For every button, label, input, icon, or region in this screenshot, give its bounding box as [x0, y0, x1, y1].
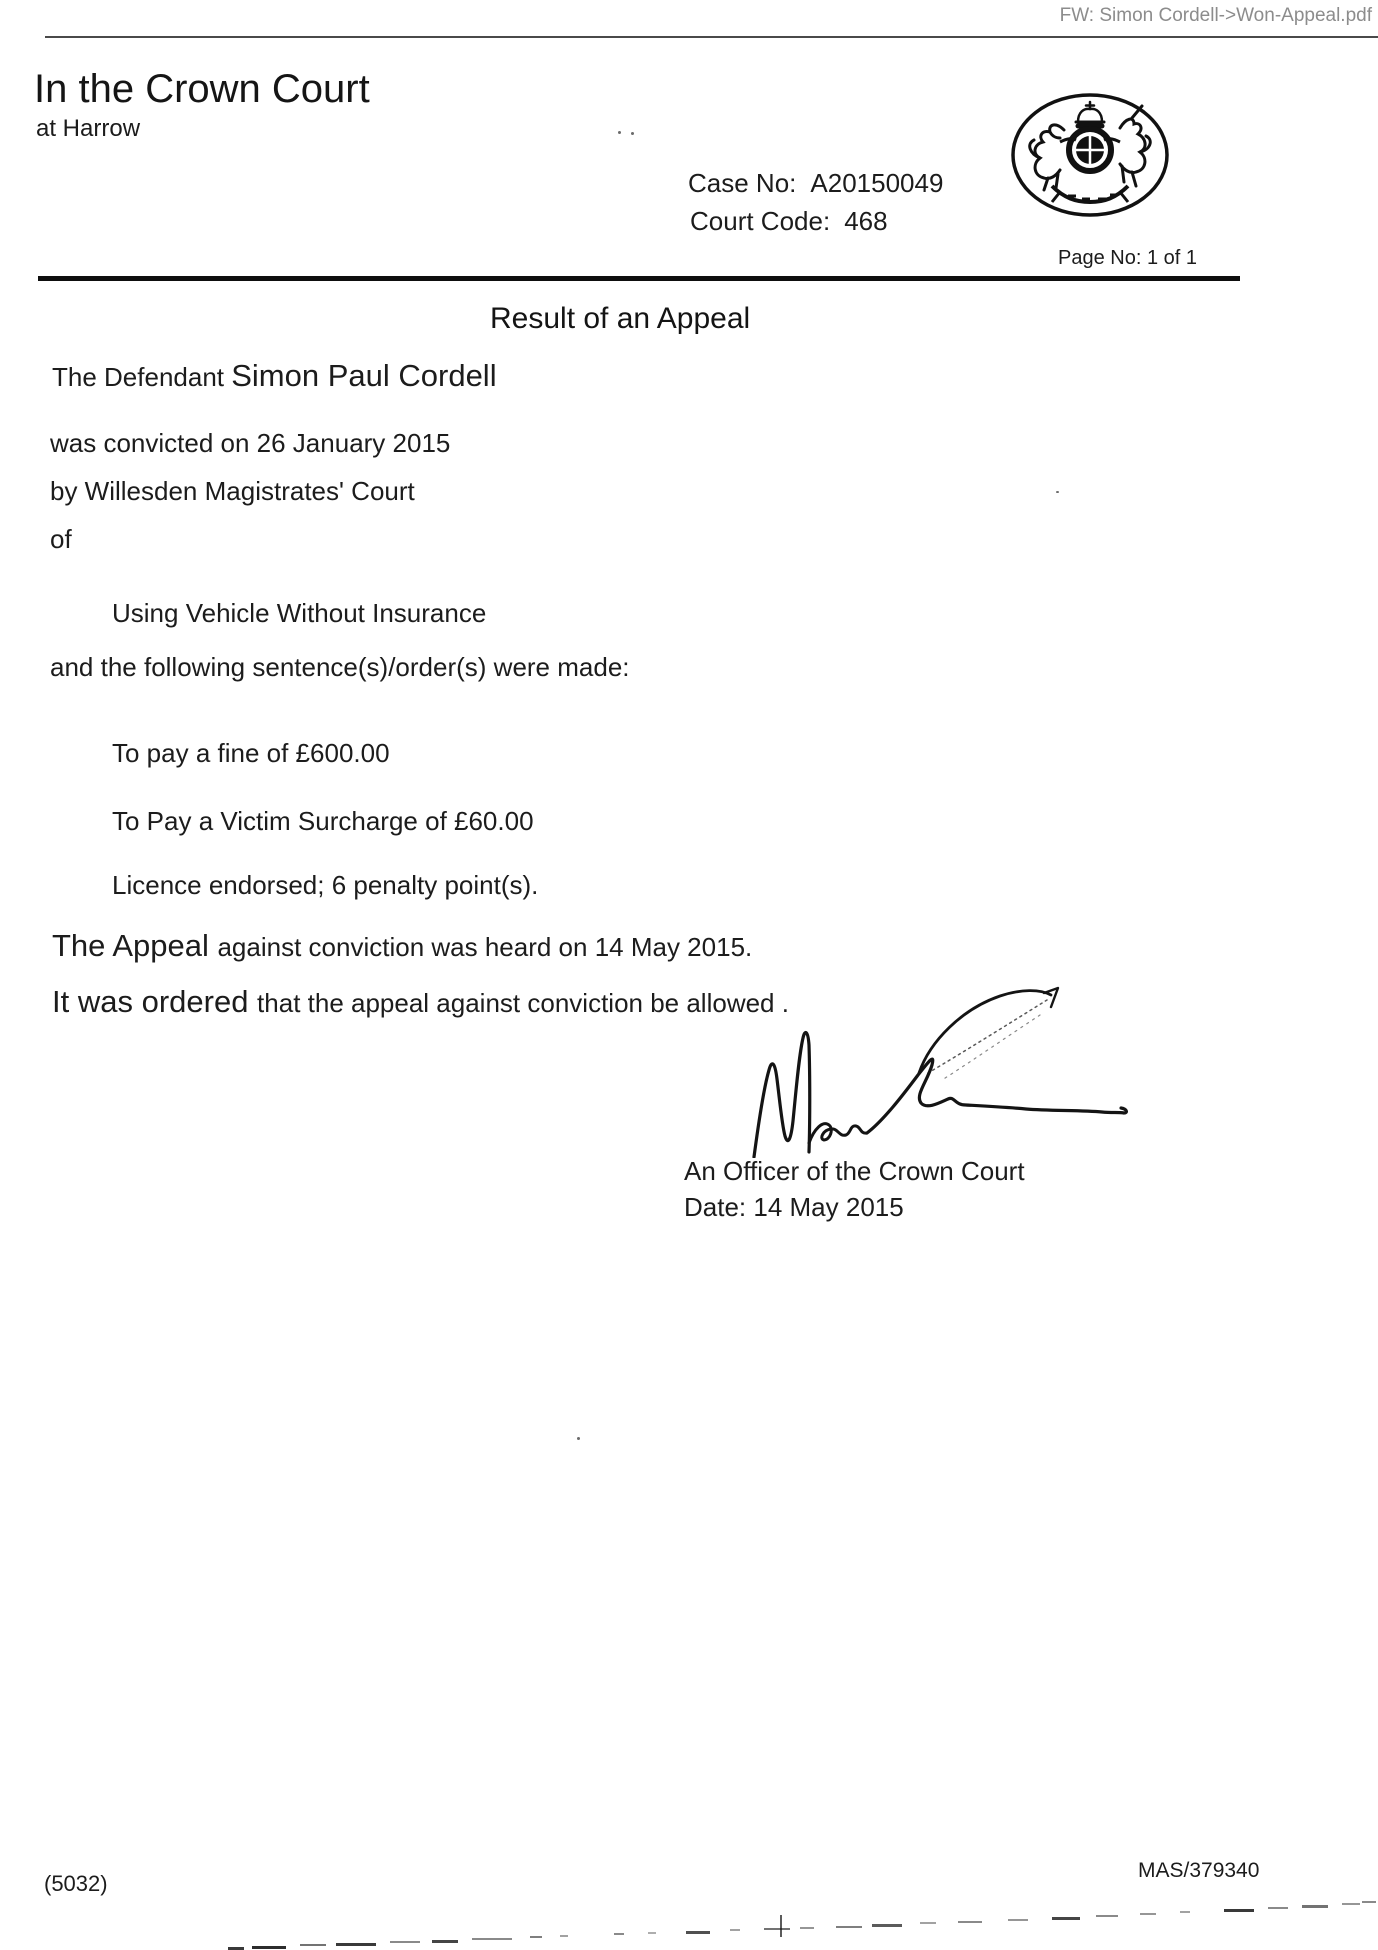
signature-date-line: Date: 14 May 2015 [684, 1192, 904, 1222]
sentence-item: To Pay a Victim Surcharge of £60.00 [112, 806, 534, 836]
court-code-value: 468 [844, 206, 888, 236]
scan-artifact [1362, 1901, 1376, 1903]
scan-artifact [432, 1940, 458, 1943]
officer-title-line: An Officer of the Crown Court [684, 1156, 1025, 1186]
scan-artifact [560, 1935, 568, 1937]
court-location: at Harrow [36, 115, 141, 142]
scan-artifact [920, 1922, 936, 1924]
court-code-label: Court Code: [690, 206, 831, 236]
scan-artifact [1180, 1911, 1190, 1913]
case-number-label: Case No: [688, 168, 797, 198]
sentence-item: To pay a fine of £600.00 [112, 738, 390, 768]
page-number: Page No: 1 of 1 [1058, 247, 1197, 269]
case-number-value: A20150049 [810, 168, 944, 198]
scan-artifact [1052, 1917, 1080, 1920]
scan-artifact [958, 1921, 982, 1923]
scan-artifact [336, 1943, 376, 1946]
scan-artifact [472, 1938, 512, 1940]
court-code-row [690, 208, 888, 235]
sentence-item: Licence endorsed; 6 penalty point(s). [112, 870, 539, 900]
sentences-intro-line: and the following sentence(s)/order(s) were made: [50, 652, 630, 682]
scan-artifact [872, 1924, 902, 1927]
defendant-line [52, 360, 497, 393]
scan-artifact [390, 1941, 420, 1943]
scan-artifact [1008, 1919, 1028, 1921]
scan-artifact [1224, 1909, 1254, 1912]
order-lead: It was ordered [52, 984, 258, 1019]
top-rule [45, 36, 1378, 38]
scan-artifact [252, 1946, 286, 1949]
scan-artifact [1302, 1905, 1328, 1908]
order-rest: that the appeal against conviction be allowed . [257, 988, 789, 1018]
scan-speck [618, 131, 621, 134]
scan-artifact [300, 1944, 326, 1946]
defendant-label: The Defendant [52, 362, 232, 392]
appeal-heard-line [52, 930, 752, 963]
handwritten-signature [738, 983, 1138, 1158]
conviction-court-line: by Willesden Magistrates' Court [50, 476, 415, 506]
scan-artifact [686, 1931, 710, 1934]
appeal-rest: against conviction was heard on 14 May 2015. [217, 932, 753, 962]
scan-artifact [836, 1926, 862, 1928]
scan-artifact [1140, 1913, 1156, 1915]
scan-artifact [1342, 1903, 1360, 1905]
defendant-name: Simon Paul Cordell [231, 358, 497, 393]
scan-artifact [780, 1915, 782, 1937]
scan-artifact [614, 1933, 624, 1935]
reference-number: MAS/379340 [1138, 1859, 1260, 1882]
scan-artifact [530, 1936, 542, 1938]
court-name-heading: In the Crown Court [34, 67, 370, 111]
conviction-date-line: was convicted on 26 January 2015 [50, 428, 451, 458]
offence-line: Using Vehicle Without Insurance [112, 598, 487, 628]
order-line [52, 986, 789, 1019]
conviction-of-line: of [50, 524, 72, 554]
scan-artifact [1268, 1907, 1288, 1909]
header-rule [38, 276, 1240, 281]
scan-artifact [764, 1928, 790, 1930]
scan-speck [631, 132, 634, 135]
scan-speck [577, 1437, 580, 1440]
scan-artifact [730, 1929, 740, 1931]
case-number-row [688, 170, 943, 197]
form-number: (5032) [44, 1871, 108, 1896]
appeal-lead: The Appeal [52, 928, 218, 963]
scan-artifact [1096, 1915, 1118, 1917]
royal-coat-of-arms-icon [1008, 92, 1172, 220]
scan-artifact [800, 1927, 814, 1929]
scan-speck [1056, 491, 1059, 493]
scan-artifact [648, 1932, 656, 1934]
document-title: Result of an Appeal [490, 302, 751, 335]
pdf-filename: FW: Simon Cordell->Won-Appeal.pdf [1059, 5, 1372, 26]
